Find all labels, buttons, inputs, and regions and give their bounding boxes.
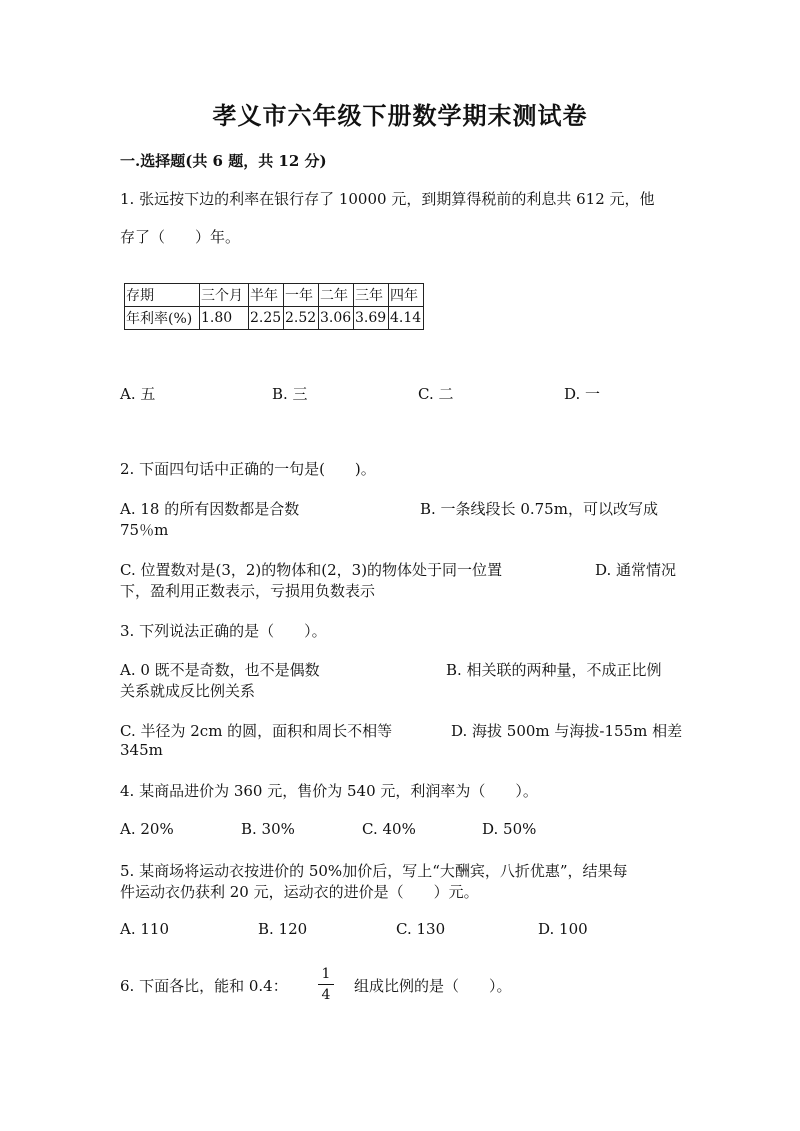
- table-cell: 三年: [354, 284, 389, 307]
- table-cell: 年利率(%): [125, 307, 200, 330]
- q3-option-b: B. 相关联的两种量，不成正比例: [446, 661, 662, 679]
- table-cell: 2.52: [284, 307, 319, 330]
- q5-option-a: A. 110: [120, 920, 169, 938]
- q2-option-b-cont: 75％m: [120, 521, 169, 539]
- q1-stem-line1: 1. 张远按下边的利率在银行存了 10000 元，到期算得税前的利息共 612 元，他: [120, 190, 655, 208]
- q5-option-d: D. 100: [538, 920, 588, 938]
- q1-option-b: B. 三: [272, 385, 308, 403]
- table-cell: 3.69: [354, 307, 389, 330]
- fraction-one-quarter: [318, 965, 334, 1004]
- q1-stem-line2: 存了（ ）年。: [120, 228, 241, 246]
- table-cell: 三个月: [200, 284, 249, 307]
- q1-option-c: C. 二: [418, 385, 454, 403]
- table-cell: 4.14: [389, 307, 424, 330]
- fraction-numerator: 1: [321, 966, 331, 982]
- q3-option-a: A. 0 既不是奇数，也不是偶数: [120, 661, 320, 679]
- section-heading: 一.选择题(共 6 题，共 12 分): [120, 152, 327, 170]
- table-cell: 半年: [249, 284, 284, 307]
- q3-option-d-cont: 345m: [120, 741, 163, 759]
- q2-stem: 2. 下面四句话中正确的一句是( )。: [120, 460, 376, 478]
- q4-option-a: A. 20%: [120, 820, 174, 838]
- table-cell: 2.25: [249, 307, 284, 330]
- q4-option-d: D. 50%: [482, 820, 537, 838]
- table-cell: 存期: [125, 284, 200, 307]
- table-cell: 四年: [389, 284, 424, 307]
- q3-option-b-cont: 关系就成反比例关系: [120, 682, 256, 700]
- table-cell: 二年: [319, 284, 354, 307]
- q5-stem-line2: 件运动衣仍获利 20 元，运动衣的进价是（ ）元。: [120, 883, 479, 901]
- fraction-denominator: 4: [321, 987, 331, 1003]
- q6-stem-prefix: 6. 下面各比，能和 0.4：: [120, 977, 288, 995]
- q2-option-d: D. 通常情况: [595, 561, 677, 579]
- q4-stem: 4. 某商品进价为 360 元，售价为 540 元，利润率为（ ）。: [120, 782, 538, 800]
- q4-option-b: B. 30%: [241, 820, 295, 838]
- fraction-bar: [318, 984, 334, 985]
- q2-option-b: B. 一条线段长 0.75m，可以改写成: [420, 500, 658, 518]
- q2-option-d-cont: 下，盈利用正数表示，亏损用负数表示: [120, 582, 376, 600]
- table-cell: 一年: [284, 284, 319, 307]
- interest-rate-table: [124, 283, 424, 330]
- page-title: 孝义市六年级下册数学期末测试卷: [212, 101, 588, 130]
- table-header-row: [125, 284, 424, 307]
- q5-stem-line1: 5. 某商场将运动衣按进价的 50%加价后，写上“大酬宾，八折优惠”，结果每: [120, 862, 628, 880]
- q2-option-c: C. 位置数对是(3，2)的物体和(2，3)的物体处于同一位置: [120, 561, 503, 579]
- table-cell: 3.06: [319, 307, 354, 330]
- table-row: [125, 307, 424, 330]
- q3-stem: 3. 下列说法正确的是（ ）。: [120, 622, 327, 640]
- q2-option-a: A. 18 的所有因数都是合数: [120, 500, 300, 518]
- q5-option-c: C. 130: [396, 920, 446, 938]
- table-cell: 1.80: [200, 307, 249, 330]
- q6-stem-suffix: 组成比例的是（ ）。: [354, 977, 512, 995]
- q3-option-c: C. 半径为 2cm 的圆，面积和周长不相等: [120, 722, 393, 740]
- q1-option-d: D. 一: [564, 385, 601, 403]
- q5-option-b: B. 120: [258, 920, 308, 938]
- q1-option-a: A. 五: [120, 385, 156, 403]
- q3-option-d: D. 海拔 500m 与海拔-155m 相差: [451, 722, 683, 740]
- q4-option-c: C. 40%: [362, 820, 416, 838]
